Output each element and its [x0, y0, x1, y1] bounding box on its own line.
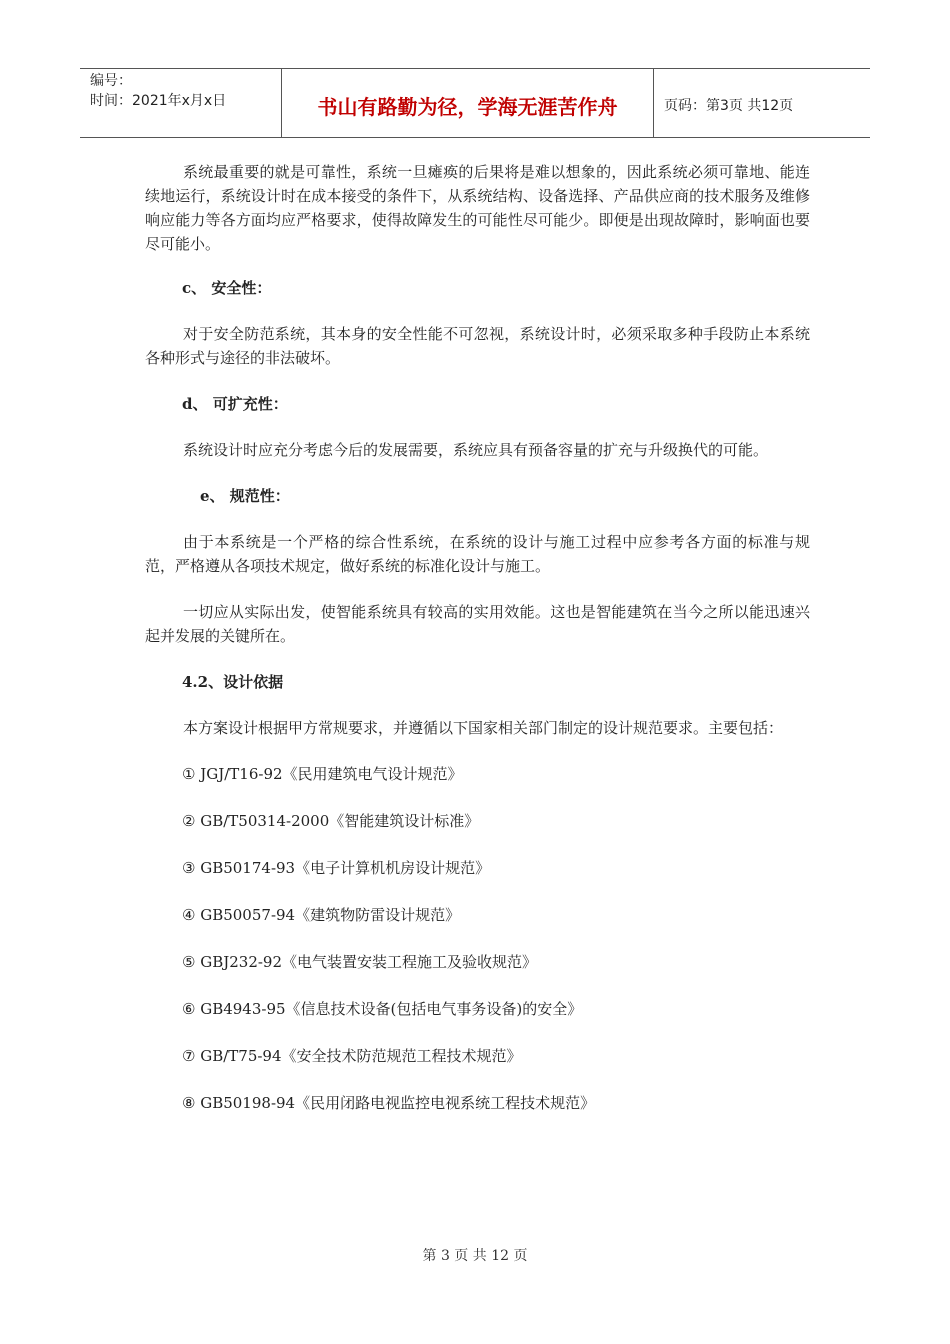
document-number-label: 编号：: [90, 73, 132, 89]
reference-item: ④ GB50057-94《建筑物防雷设计规范》: [182, 906, 461, 924]
paragraph-reliability: 系统最重要的就是可靠性，系统一旦瘫痪的后果将是难以想象的，因此系统必须可靠地、能连续地运行，系统设计时在成本接受的条件下，从系统结构、设备选择、产品供应商的技术服务及维修响应能力等各方面均应严格要求，使得故障发生的可能性尽可能少。即便是出现故障时，影响面也要尽可能小。: [145, 163, 810, 253]
paragraph-design-basis: 本方案设计根据甲方常规要求，并遵循以下国家相关部门制定的设计规范要求。主要包括：: [183, 719, 784, 737]
heading-expandability: d、 可扩充性：: [182, 395, 288, 413]
heading-security: c、 安全性：: [182, 279, 272, 297]
document-header: [80, 68, 870, 138]
paragraph-expandability: 系统设计时应充分考虑今后的发展需要，系统应具有预备容量的扩充与升级换代的可能。: [183, 441, 769, 459]
paragraph-security: 对于安全防范系统，其本身的安全性能不可忽视，系统设计时，必须采取多种手段防止本系统各种形式与途径的非法破坏。: [145, 325, 810, 367]
reference-item: ① JGJ/T16-92《民用建筑电气设计规范》: [182, 765, 463, 783]
reference-item: ⑦ GB/T75-94《安全技术防范规范工程技术规范》: [182, 1047, 522, 1065]
header-page-info: 页码：第3页 共12页: [664, 98, 794, 114]
reference-item: ⑤ GBJ232-92《电气装置安装工程施工及验收规范》: [182, 953, 538, 971]
reference-item: ② GB/T50314-2000《智能建筑设计标准》: [182, 812, 480, 830]
reference-list: [145, 762, 810, 1115]
heading-standardization: e、 规范性：: [200, 487, 290, 505]
document-time-label: 时间：2021年x月x日: [90, 93, 227, 109]
paragraph-standardization: 由于本系统是一个严格的综合性系统，在系统的设计与施工过程中应参考各方面的标准与规范，严格遵从各项技术规定，做好系统的标准化设计与施工。: [145, 533, 810, 575]
reference-item: ③ GB50174-93《电子计算机机房设计规范》: [182, 859, 491, 877]
page-footer: 第 3 页 共 12 页: [422, 1248, 528, 1264]
paragraph-practicality: 一切应从实际出发，使智能系统具有较高的实用效能。这也是智能建筑在当今之所以能迅速兴起并发展的关键所在。: [145, 603, 810, 645]
header-motto: 书山有路勤为径，学海无涯苦作舟: [282, 69, 654, 137]
document-body: [145, 160, 810, 1138]
heading-design-basis: 4.2、设计依据: [182, 673, 284, 691]
reference-item: ⑧ GB50198-94《民用闭路电视监控电视系统工程技术规范》: [182, 1094, 596, 1112]
header-meta-cell: [80, 69, 282, 137]
reference-item: ⑥ GB4943-95《信息技术设备(包括电气事务设备)的安全》: [182, 1000, 583, 1018]
